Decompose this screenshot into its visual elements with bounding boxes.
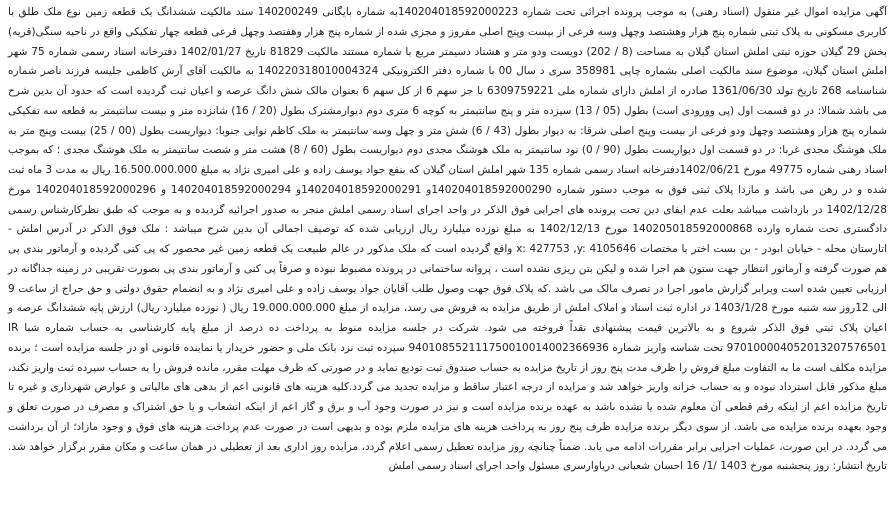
notice-body-text: آگهی مزایده اموال غیر منقول (اسناد رهنی) به موجب پرونده اجرائی تحت شماره 140204018592000223به شماره بایگانی 140200249 سند مالکیت ششدانگ یک قطعه زمین نوع ملک طلق با کاربری مسکونی به پلاک ثبتی شماره پنج هزار وهشتصد وچهل وسه فرعی از بیست وپنج اصلی مفروز و مجزی شده از شماره پنج هزار وهفتصد وچهل فرعی قطعه چهار تفکیکی واقع در ناحیه سنگی(قریه) بخش 29 گیلان حوزه ثبتی املش استان گیلان به مساحت (8 / 202) دویست ودو متر و هشتاد دسیمتر مربع با شماره مستند مالکیت 81829 تاریخ 1402/01/27 دفترخانه اسناد رسمی شماره 75 شهر املش استان گیلان، موضوع سند مالکیت اصلی بشماره چاپی 358981 سری د سال 00 با شماره دفتر الکترونیکی 140220318010004324 به مالکیت آقای آرش کاظمی جلیسه فرزند ناصر شماره شناسنامه 268 تاریخ تولد 1361/06/30 صادره از املش دارای شماره ملی 6309759221 با جز سهم 6 از کل سهم 6 بعنوان مالک شش دانگ عرصه و اعیان ثبت گردیده است که حدود آن بدین شرح می باشد شمالا: در دو قسمت اول (پی وورودی است) بطول (05 / 13) سیزده متر و پنج سانتیمتر به کوچه 6 متری دوم دیوارمشترک بطول (20 / 16) شانزده متر و بیست سانتیمتر به قطعه سه تفکیکی شماره پنج هزار وهشتصد وچهل ودو فرعی از بیست وپنج اصلی شرقا: به دیوار بطول (43 / 6) شش متر و چهل وسه سانتیمتر به ملک کاظم نوایی جنوبا: دیواریست بطول (00 / 25) بیست وپنج متر به ملک هوشنگ مجدی غربا: در دو قسمت اول دیواریست بطول (90 / 0) نود سانتیمتر به ملک هوشنگ مجدی دوم دیواریست بطول (60 / 8) هشت متر و شصت سانتیمتر به ملک هوشنگ مجدی ؛ که بموجب اسناد رهنی شماره 49775 مورخ 1402/06/21دفترخانه اسناد رسمی شماره 135 شهر املش استان گیلان که بنفع جواد یوسف زاده و علی امیری نژاد به مبلغ 16.500.000.000 ریال به مدت 3 ماه ثبت شده و در رهن می باشد و مازدا پلاک ثبتی فوق به موجب دستور شماره 140204018592000290و 140204018592000291و 140204018592000294 و 140204018592000296 مورخ 1402/12/28 در بازداشت میباشد بعلت عدم ایفای دین تحت پرونده های اجرایی فوق الذکر در واحد اجرای اسناد رسمی املش منجر به صدور اجرائیه گردیده و به موجب که طبق نظرکارشناس رسمی دادگستری تحت شماره وارده 140205018592000868 مورخ 1402/12/13 به مبلغ نوزده میلیارد ریال ارزیابی شده که توصیف اجمالی آن بدین شرح میباشد : ملک فوق الذکر در آدرس املش - اتارستان محله - خیابان ابودر - بن بست اختر با مختصات x: 427753 ,y: 4105646 واقع گردیده است که ملک مذکور در عالم طبیعت یک قطعه زمین غیر محصور که پی کنی گردیده و آرماتور بندی پی هم صورت گرفته و آرماتور انتظار جهت ستون هم اجرا شده و لیکن بتن ریزی نشده است ، پروانه ساختمانی در پرونده مضبوط نبوده و صرفاً پی کنی و آرماتور بندی پی بصورت تقریبی در زمینه جداگانه در ارزیابی تعیین شده است وبرابر گزارش مامور اجرا در تصرف مالک می باشد .که پلاک فوق جهت وصول طلب آقایان جواد یوسف زاده و علی امیری نژاد و به انضمام حقوق دولتی و حق حراج از ساعت 9 الی 12روز سه شنبه مورخ 1403/1/28 در اداره ثبت اسناد و املاک املش از طریق مزایده به فروش می رسد، مزایده از مبلغ 19.000.000.000 ریال ( نوزده میلیارد ریال) ارزش پایه ششدانگ عرصه و اعیان پلاک ثبتی فوق الذکر شروع و به بالاترین قیمت پیشنهادی نقداً فروخته می شود. شرکت در جلسه مزایده منوط به پرداخت ده درصد از مبلغ پایه کارشناسی به حساب شماره شبا IR 970100004052013207576501 تحت شناسه واریز شماره 940108552111750010014002366936 سپرده ثبت نزد بانک ملی و حضور خریدار یا نماینده قانونی او در جلسه مزایده است ؛ برنده مزایده مکلف است ما به التفاوت مبلغ فروش را ظرف مدت پنج روز از تاریخ مزایده به حساب صندوق ثبت تودیع نماید و در صورتی که ظرف مهلت مقرر، مانده فروش را به حساب سپرده ثبت واریز نکند، مبلغ مذکور قابل استرداد نبوده و به حساب خزانه واریز خواهد شد و مزایده از درجه اعتبار ساقط و مزایده تجدید می گردد.کلیه هزینه های قانونی اعم از بدهی های مالیاتی و عوارض شهرداری و غیره تا تاریخ مزایده اعم از اینکه رقم قطعی آن معلوم شده یا نشده باشد به عهده برنده مزایده است و نیز در صورت وجود آب و برق و گاز اعم از اینکه انشعاب و یا حق اشتراک و مصرف در صورت تعلق و وجود بعهده برنده مزایده می باشد. از سوی دیگر برنده مزایده ظرف پنج روز به پرداخت هزینه های مزایده ملزم بوده و بدیهی است در صورت عدم پرداخت هزینه های فوق و وجود مازاد؛ از آن برداشت می گردد. در این صورت، عملیات اجرایی برابر مقررات ادامه می یابد. ضمناً چنانچه روز مزایده تعطیل رسمی اعلام گردد، مزایده روز اداری بعد از تعطیلی در همان ساعت و مکان مقرر برگزار خواهد شد. تاریخ انتشار: روز پنجشنبه مورخ 1403 /1/ 16 احسان شعبانی دریاوارسری مسئول واحد اجرای اسناد رسمی املش bbox=[8, 6, 888, 473]
